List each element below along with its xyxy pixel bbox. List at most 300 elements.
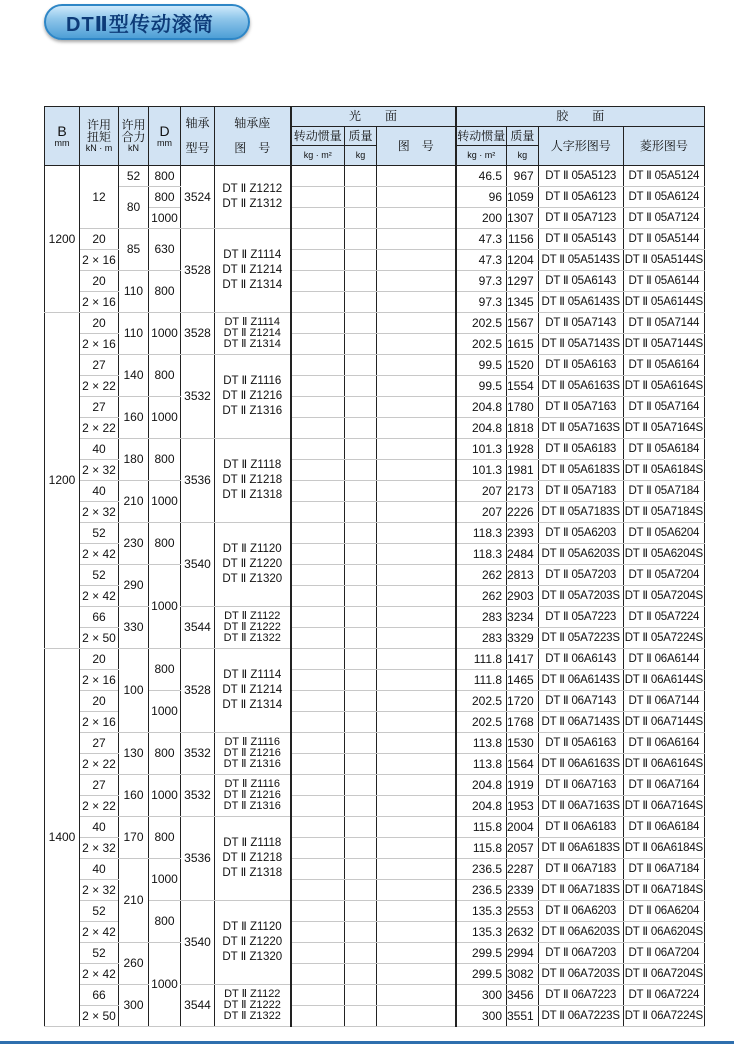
force-cell: 160 (119, 397, 149, 439)
plain-drawing-cell (377, 313, 456, 334)
force-cell: 80 (119, 187, 149, 229)
table-row (45, 355, 705, 376)
diamond-drawing-cell: DT Ⅱ 06A7204S (623, 964, 704, 985)
bearing-seat-cell (215, 817, 291, 901)
plain-inertia-cell (291, 922, 345, 943)
bearing-seat-drawing: DT Ⅱ Z1322 (223, 632, 281, 644)
bearing-seat-cell (215, 607, 291, 649)
herringbone-drawing-cell: DT Ⅱ 05A6203 (538, 523, 623, 544)
torque-cell: 20 (80, 229, 119, 250)
rubber-mass-cell: 2994 (507, 943, 539, 964)
group-rubber: 胶 面 (456, 107, 705, 127)
bearing-cell: 3540 (181, 523, 215, 607)
torque-cell: 2 × 16 (80, 670, 119, 691)
rubber-mass-cell: 1554 (507, 376, 539, 397)
table-row (45, 397, 705, 418)
plain-inertia-cell (291, 985, 345, 1006)
plain-inertia-cell (291, 649, 345, 670)
plain-mass-cell (345, 334, 377, 355)
table-row (45, 481, 705, 502)
plain-inertia-cell (291, 397, 345, 418)
rubber-inertia-unit: kg · m² (456, 146, 507, 166)
plain-inertia-cell (291, 565, 345, 586)
diamond-drawing-cell: DT Ⅱ 05A7184S (623, 502, 704, 523)
diameter-cell: 1000 (149, 691, 181, 733)
bearing-seat-drawing: DT Ⅱ Z1316 (223, 758, 281, 770)
bearing-seat-drawing: DT Ⅱ Z1314 (223, 338, 281, 350)
plain-inertia-cell (291, 481, 345, 502)
plain-drawing-cell (377, 355, 456, 376)
table-row (45, 187, 705, 208)
col-bearing: 轴承 型号 (181, 107, 215, 166)
plain-inertia-cell (291, 376, 345, 397)
bearing-seat-cell (215, 313, 291, 355)
rubber-inertia-cell: 46.5 (456, 166, 507, 187)
diameter-cell: 1000 (149, 943, 181, 1027)
rubber-mass-cell: 2813 (507, 565, 539, 586)
plain-inertia-cell (291, 229, 345, 250)
rubber-inertia-cell: 96 (456, 187, 507, 208)
diamond-drawing-cell: DT Ⅱ 05A6144S (623, 292, 704, 313)
diameter-cell: 800 (149, 187, 181, 208)
diamond-drawing-cell: DT Ⅱ 05A6164S (623, 376, 704, 397)
bearing-seat-drawing: DT Ⅱ Z1216 (223, 747, 281, 759)
bearing-seat-drawing: DT Ⅱ Z1118 (223, 459, 282, 471)
bearing-seat-drawing: DT Ⅱ Z1122 (224, 988, 281, 1000)
rubber-inertia-cell: 299.5 (456, 964, 507, 985)
torque-cell: 2 × 42 (80, 964, 119, 985)
torque-cell: 52 (80, 565, 119, 586)
bearing-cell: 3532 (181, 775, 215, 817)
torque-cell: 27 (80, 355, 119, 376)
torque-cell: 2 × 42 (80, 544, 119, 565)
bearing-seat-drawing: DT Ⅱ Z1214 (222, 264, 283, 276)
plain-drawing-cell (377, 439, 456, 460)
diameter-cell: 1000 (149, 397, 181, 439)
col-plain-drawing: 图 号 (377, 127, 456, 166)
rubber-mass-cell: 2226 (507, 502, 539, 523)
table-row (45, 649, 705, 670)
plain-drawing-cell (377, 838, 456, 859)
plain-inertia-cell (291, 586, 345, 607)
force-cell: 100 (119, 649, 149, 733)
rubber-inertia-cell: 111.8 (456, 670, 507, 691)
diameter-cell: 630 (149, 229, 181, 271)
plain-mass-cell (345, 1006, 377, 1027)
rubber-inertia-cell: 283 (456, 628, 507, 649)
diamond-drawing-cell: DT Ⅱ 05A7224 (623, 607, 704, 628)
bearing-seat-drawing: DT Ⅱ Z1216 (222, 390, 283, 402)
rubber-inertia-cell: 113.8 (456, 733, 507, 754)
diamond-drawing-cell: DT Ⅱ 05A6164 (623, 355, 704, 376)
bearing-seat-cell (215, 775, 291, 817)
bearing-seat-cell (215, 523, 291, 607)
plain-drawing-cell (377, 1006, 456, 1027)
plain-drawing-cell (377, 943, 456, 964)
torque-cell: 66 (80, 607, 119, 628)
table-row (45, 607, 705, 628)
rubber-inertia-cell: 207 (456, 481, 507, 502)
rubber-mass-cell: 1981 (507, 460, 539, 481)
rubber-mass-cell: 2004 (507, 817, 539, 838)
diamond-drawing-cell: DT Ⅱ 06A6184 (623, 817, 704, 838)
plain-drawing-cell (377, 166, 456, 187)
diameter-cell: 1000 (149, 775, 181, 817)
torque-cell: 66 (80, 985, 119, 1006)
plain-inertia-cell (291, 880, 345, 901)
diamond-drawing-cell: DT Ⅱ 05A7204 (623, 565, 704, 586)
plain-mass-cell (345, 901, 377, 922)
torque-cell: 2 × 32 (80, 880, 119, 901)
torque-cell: 52 (80, 523, 119, 544)
plain-mass-cell (345, 775, 377, 796)
herringbone-drawing-cell: DT Ⅱ 06A7203S (538, 964, 623, 985)
herringbone-drawing-cell: DT Ⅱ 05A5143S (538, 250, 623, 271)
rubber-mass-cell: 1564 (507, 754, 539, 775)
rubber-mass-cell: 967 (507, 166, 539, 187)
bearing-seat-cell (215, 985, 291, 1027)
plain-mass-cell (345, 922, 377, 943)
plain-mass-cell (345, 523, 377, 544)
plain-mass-cell (345, 754, 377, 775)
plain-mass-cell (345, 313, 377, 334)
plain-drawing-cell (377, 586, 456, 607)
bearing-seat-drawing: DT Ⅱ Z1218 (222, 852, 283, 864)
table-row (45, 166, 705, 187)
diamond-drawing-cell: DT Ⅱ 06A7204 (623, 943, 704, 964)
plain-mass-cell (345, 439, 377, 460)
rubber-inertia-cell: 204.8 (456, 397, 507, 418)
plain-drawing-cell (377, 985, 456, 1006)
rubber-inertia-cell: 204.8 (456, 775, 507, 796)
torque-cell: 2 × 16 (80, 292, 119, 313)
rubber-inertia-cell: 97.3 (456, 292, 507, 313)
col-seat: 轴承座 图 号 (215, 107, 291, 166)
force-cell: 110 (119, 271, 149, 313)
plain-mass-cell (345, 649, 377, 670)
col-d: D mm (149, 107, 181, 166)
plain-inertia-unit: kg · m² (291, 146, 345, 166)
torque-cell: 27 (80, 775, 119, 796)
herringbone-drawing-cell: DT Ⅱ 05A5143 (538, 229, 623, 250)
bearing-seat-drawing: DT Ⅱ Z1118 (223, 837, 282, 849)
herringbone-drawing-cell: DT Ⅱ 06A7143S (538, 712, 623, 733)
bearing-seat-drawing: DT Ⅱ Z1214 (222, 684, 283, 696)
torque-cell: 20 (80, 649, 119, 670)
bearing-seat-cell (215, 355, 291, 439)
bearing-cell: 3544 (181, 985, 215, 1027)
bearing-seat-drawing: DT Ⅱ Z1212 (222, 183, 283, 195)
rubber-inertia-cell: 204.8 (456, 796, 507, 817)
bearing-seat-drawing: DT Ⅱ Z1220 (222, 558, 283, 570)
rubber-inertia-cell: 236.5 (456, 859, 507, 880)
plain-drawing-cell (377, 460, 456, 481)
plain-mass-cell (345, 187, 377, 208)
rubber-inertia-cell: 202.5 (456, 334, 507, 355)
plain-drawing-cell (377, 754, 456, 775)
herringbone-drawing-cell: DT Ⅱ 05A7223S (538, 628, 623, 649)
diamond-drawing-cell: DT Ⅱ 06A6144S (623, 670, 704, 691)
rubber-inertia-cell: 135.3 (456, 901, 507, 922)
bearing-seat-drawing: DT Ⅱ Z1320 (222, 951, 283, 963)
rubber-inertia-cell: 99.5 (456, 355, 507, 376)
rubber-inertia-cell: 262 (456, 586, 507, 607)
bearing-seat-drawing: DT Ⅱ Z1222 (223, 999, 281, 1011)
table-body (45, 166, 705, 1027)
rubber-inertia-cell: 204.8 (456, 418, 507, 439)
plain-inertia-cell (291, 1006, 345, 1027)
torque-cell: 40 (80, 481, 119, 502)
herringbone-drawing-cell: DT Ⅱ 05A6143 (538, 271, 623, 292)
plain-mass-cell (345, 943, 377, 964)
plain-mass-cell (345, 607, 377, 628)
torque-cell: 40 (80, 817, 119, 838)
plain-drawing-cell (377, 922, 456, 943)
plain-inertia-cell (291, 439, 345, 460)
torque-cell: 27 (80, 733, 119, 754)
plain-mass-cell (345, 292, 377, 313)
plain-drawing-cell (377, 523, 456, 544)
spec-table (44, 106, 705, 1027)
diamond-drawing-cell: DT Ⅱ 06A7224 (623, 985, 704, 1006)
herringbone-drawing-cell: DT Ⅱ 06A7203 (538, 943, 623, 964)
diamond-drawing-cell: DT Ⅱ 05A6124 (623, 187, 704, 208)
bearing-cell: 3532 (181, 355, 215, 439)
diameter-cell: 800 (149, 439, 181, 481)
plain-mass-cell (345, 817, 377, 838)
b-cell: 1200 (45, 313, 80, 649)
table-row (45, 859, 705, 880)
col-b: B mm (45, 107, 80, 166)
plain-inertia-cell (291, 313, 345, 334)
rubber-mass-cell: 3234 (507, 607, 539, 628)
plain-drawing-cell (377, 796, 456, 817)
plain-inertia-cell (291, 187, 345, 208)
herringbone-drawing-cell: DT Ⅱ 06A7183 (538, 859, 623, 880)
col-plain-inertia: 转动惯量 (291, 127, 345, 146)
herringbone-drawing-cell: DT Ⅱ 06A6143 (538, 649, 623, 670)
diamond-drawing-cell: DT Ⅱ 05A5144S (623, 250, 704, 271)
b-cell: 1400 (45, 649, 80, 1027)
force-cell: 290 (119, 565, 149, 607)
rubber-mass-cell: 3551 (507, 1006, 539, 1027)
col-diamond: 菱形图号 (623, 127, 704, 166)
plain-inertia-cell (291, 271, 345, 292)
plain-inertia-cell (291, 796, 345, 817)
rubber-mass-cell: 2057 (507, 838, 539, 859)
diamond-drawing-cell: DT Ⅱ 06A6144 (623, 649, 704, 670)
plain-mass-cell (345, 229, 377, 250)
bearing-seat-drawing: DT Ⅱ Z1114 (223, 669, 282, 681)
plain-inertia-cell (291, 607, 345, 628)
plain-drawing-cell (377, 565, 456, 586)
torque-cell: 40 (80, 439, 119, 460)
herringbone-drawing-cell: DT Ⅱ 06A7223 (538, 985, 623, 1006)
herringbone-drawing-cell: DT Ⅱ 06A7163 (538, 775, 623, 796)
bearing-seat-cell (215, 649, 291, 733)
rubber-mass-cell: 2484 (507, 544, 539, 565)
rubber-inertia-cell: 47.3 (456, 229, 507, 250)
plain-inertia-cell (291, 964, 345, 985)
plain-drawing-cell (377, 712, 456, 733)
herringbone-drawing-cell: DT Ⅱ 05A6163 (538, 733, 623, 754)
bearing-seat-drawing: DT Ⅱ Z1114 (223, 249, 282, 261)
herringbone-drawing-cell: DT Ⅱ 05A6123 (538, 187, 623, 208)
plain-mass-cell (345, 481, 377, 502)
diamond-drawing-cell: DT Ⅱ 05A5124 (623, 166, 704, 187)
diamond-drawing-cell: DT Ⅱ 05A7204S (623, 586, 704, 607)
diamond-drawing-cell: DT Ⅱ 05A5144 (623, 229, 704, 250)
plain-inertia-cell (291, 712, 345, 733)
rubber-mass-cell: 1520 (507, 355, 539, 376)
plain-drawing-cell (377, 880, 456, 901)
plain-mass-cell (345, 271, 377, 292)
bearing-cell: 3536 (181, 817, 215, 901)
plain-inertia-cell (291, 334, 345, 355)
plain-drawing-cell (377, 649, 456, 670)
plain-mass-cell (345, 733, 377, 754)
force-cell: 210 (119, 481, 149, 523)
diamond-drawing-cell: DT Ⅱ 05A6184 (623, 439, 704, 460)
page-title: DTⅡ型传动滚筒 (66, 13, 214, 36)
torque-cell: 52 (80, 901, 119, 922)
plain-inertia-cell (291, 754, 345, 775)
rubber-inertia-cell: 101.3 (456, 460, 507, 481)
diamond-drawing-cell: DT Ⅱ 06A7184S (623, 880, 704, 901)
rubber-mass-cell: 1530 (507, 733, 539, 754)
herringbone-drawing-cell: DT Ⅱ 06A6183 (538, 817, 623, 838)
herringbone-drawing-cell: DT Ⅱ 05A7163 (538, 397, 623, 418)
force-cell: 130 (119, 733, 149, 775)
diamond-drawing-cell: DT Ⅱ 05A7144S (623, 334, 704, 355)
plain-drawing-cell (377, 502, 456, 523)
torque-cell: 2 × 50 (80, 628, 119, 649)
diamond-drawing-cell: DT Ⅱ 05A7164 (623, 397, 704, 418)
rubber-mass-cell: 1465 (507, 670, 539, 691)
plain-mass-cell (345, 166, 377, 187)
herringbone-drawing-cell: DT Ⅱ 05A6163 (538, 355, 623, 376)
force-cell: 210 (119, 859, 149, 943)
herringbone-drawing-cell: DT Ⅱ 05A7123 (538, 208, 623, 229)
bearing-seat-drawing: DT Ⅱ Z1314 (222, 699, 283, 711)
diamond-drawing-cell: DT Ⅱ 06A7224S (623, 1006, 704, 1027)
torque-cell: 2 × 42 (80, 922, 119, 943)
bearing-seat-drawing: DT Ⅱ Z1216 (223, 789, 281, 801)
herringbone-drawing-cell: DT Ⅱ 06A7143 (538, 691, 623, 712)
diamond-drawing-cell: DT Ⅱ 06A6184S (623, 838, 704, 859)
bearing-seat-drawing: DT Ⅱ Z1122 (224, 610, 281, 622)
rubber-inertia-cell: 99.5 (456, 376, 507, 397)
plain-inertia-cell (291, 502, 345, 523)
plain-drawing-cell (377, 187, 456, 208)
plain-mass-cell (345, 355, 377, 376)
torque-cell: 2 × 16 (80, 250, 119, 271)
diamond-drawing-cell: DT Ⅱ 06A7184 (623, 859, 704, 880)
col-force: 许用 合力 kN (119, 107, 149, 166)
bearing-seat-drawing: DT Ⅱ Z1218 (222, 474, 283, 486)
plain-mass-cell (345, 985, 377, 1006)
plain-inertia-cell (291, 859, 345, 880)
herringbone-drawing-cell: DT Ⅱ 06A7223S (538, 1006, 623, 1027)
rubber-inertia-cell: 97.3 (456, 271, 507, 292)
table-row (45, 733, 705, 754)
rubber-inertia-cell: 200 (456, 208, 507, 229)
plain-drawing-cell (377, 691, 456, 712)
plain-drawing-cell (377, 733, 456, 754)
plain-drawing-cell (377, 376, 456, 397)
diameter-cell: 1000 (149, 859, 181, 901)
diameter-cell: 800 (149, 271, 181, 313)
plain-inertia-cell (291, 460, 345, 481)
plain-drawing-cell (377, 397, 456, 418)
plain-mass-cell (345, 880, 377, 901)
diameter-cell: 1000 (149, 208, 181, 229)
rubber-mass-cell: 2339 (507, 880, 539, 901)
herringbone-drawing-cell: DT Ⅱ 05A7203S (538, 586, 623, 607)
bearing-seat-drawing: DT Ⅱ Z1114 (224, 316, 281, 328)
bearing-seat-drawing: DT Ⅱ Z1318 (222, 867, 283, 879)
rubber-mass-cell: 1567 (507, 313, 539, 334)
rubber-mass-cell: 1720 (507, 691, 539, 712)
rubber-mass-cell: 1953 (507, 796, 539, 817)
col-rubber-inertia: 转动惯量 (456, 127, 507, 146)
plain-drawing-cell (377, 964, 456, 985)
torque-cell: 20 (80, 271, 119, 292)
diamond-drawing-cell: DT Ⅱ 06A7144 (623, 691, 704, 712)
rubber-inertia-cell: 101.3 (456, 439, 507, 460)
bearing-seat-drawing: DT Ⅱ Z1316 (223, 800, 281, 812)
plain-inertia-cell (291, 355, 345, 376)
herringbone-drawing-cell: DT Ⅱ 06A6203 (538, 901, 623, 922)
plain-mass-cell (345, 838, 377, 859)
rubber-inertia-cell: 283 (456, 607, 507, 628)
bearing-seat-drawing: DT Ⅱ Z1312 (222, 198, 283, 210)
rubber-mass-cell: 1059 (507, 187, 539, 208)
force-cell: 330 (119, 607, 149, 649)
herringbone-drawing-cell: DT Ⅱ 06A6203S (538, 922, 623, 943)
bearing-seat-cell (215, 166, 291, 229)
rubber-mass-cell: 1615 (507, 334, 539, 355)
force-cell: 180 (119, 439, 149, 481)
plain-inertia-cell (291, 418, 345, 439)
torque-cell: 52 (80, 943, 119, 964)
rubber-mass-cell: 2632 (507, 922, 539, 943)
plain-inertia-cell (291, 544, 345, 565)
herringbone-drawing-cell: DT Ⅱ 05A7203 (538, 565, 623, 586)
bearing-cell: 3528 (181, 313, 215, 355)
bearing-seat-drawing: DT Ⅱ Z1120 (222, 921, 282, 933)
table-row (45, 775, 705, 796)
rubber-inertia-cell: 262 (456, 565, 507, 586)
bearing-seat-drawing: DT Ⅱ Z1214 (223, 327, 281, 339)
torque-cell: 2 × 22 (80, 376, 119, 397)
torque-cell: 20 (80, 313, 119, 334)
bearing-seat-drawing: DT Ⅱ Z1222 (223, 621, 281, 633)
herringbone-drawing-cell: DT Ⅱ 05A6203S (538, 544, 623, 565)
rubber-mass-cell: 1156 (507, 229, 539, 250)
title-badge (44, 4, 250, 40)
diamond-drawing-cell: DT Ⅱ 05A7184 (623, 481, 704, 502)
torque-cell: 2 × 32 (80, 502, 119, 523)
herringbone-drawing-cell: DT Ⅱ 06A7183S (538, 880, 623, 901)
diamond-drawing-cell: DT Ⅱ 06A7164S (623, 796, 704, 817)
diameter-cell: 800 (149, 523, 181, 565)
diamond-drawing-cell: DT Ⅱ 05A7224S (623, 628, 704, 649)
herringbone-drawing-cell: DT Ⅱ 06A6183S (538, 838, 623, 859)
torque-cell: 12 (80, 166, 119, 229)
torque-cell: 2 × 32 (80, 838, 119, 859)
herringbone-drawing-cell: DT Ⅱ 05A6183 (538, 439, 623, 460)
